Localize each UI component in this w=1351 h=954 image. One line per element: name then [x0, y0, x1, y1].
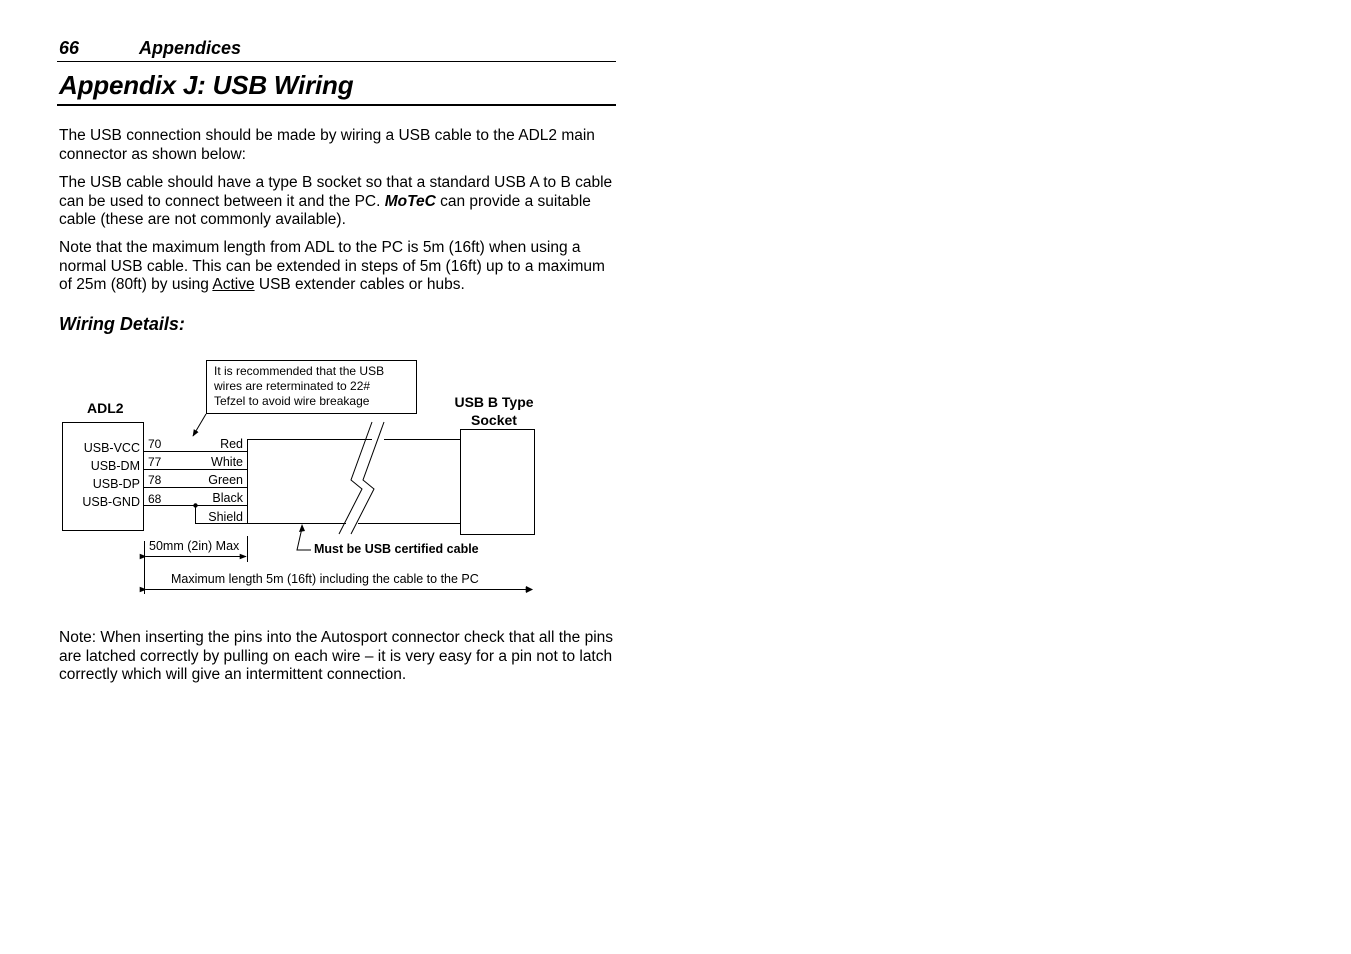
shield-junction-dot — [193, 503, 197, 507]
signal-usb-gnd: USB-GND — [82, 495, 140, 509]
wiring-details-heading: Wiring Details: — [59, 314, 185, 334]
dim-max-label: Maximum length 5m (16ft) including the cable to the PC — [171, 572, 479, 586]
paragraph-intro: The USB connection should be made by wiring a USB cable to the ADL2 main connector as shown below: — [59, 127, 595, 163]
pin-70: 70 — [148, 437, 162, 451]
certified-pointer — [297, 528, 311, 550]
signal-usb-dm: USB-DM — [90, 459, 140, 473]
pin-78: 78 — [148, 473, 162, 487]
usb-b-socket-box — [461, 430, 535, 535]
paragraph-length-text-b: USB extender cables or hubs. — [254, 276, 465, 294]
callout-arrow — [193, 414, 206, 436]
page-number: 66 — [59, 38, 80, 58]
paragraph-cable-text-b: can provide a suitable cable (these are not commonly available). — [59, 192, 591, 229]
wire-green-label: Green — [208, 473, 243, 487]
wire-shield-label: Shield — [208, 510, 243, 524]
section-title: Appendices — [139, 38, 242, 58]
pin-68: 68 — [148, 492, 162, 506]
callout-line-3: Tefzel to avoid wire breakage — [214, 394, 370, 408]
certified-cable-note: Must be USB certified cable — [314, 542, 479, 556]
paragraph-cable-text-a: The USB cable should have a type B socket so that a standard USB A to B cable can be used to connect between it and the PC. — [59, 174, 613, 210]
signal-usb-dp: USB-DP — [92, 477, 140, 491]
brand-name: MoTeC — [384, 192, 436, 210]
wire-black-label: Black — [212, 491, 243, 505]
certified-pointer-head — [299, 524, 305, 532]
active-underlined: Active — [212, 276, 255, 294]
usb-cable — [247, 422, 461, 534]
wire-white-label: White — [211, 455, 243, 469]
paragraph-length-text-a: Note that the maximum length from ADL to the PC is 5m (16ft) when using a normal USB cable. This can be extended in steps of 5m (16ft) up to a maximum of 25m (80ft) by using — [59, 239, 605, 294]
paragraph-pin-note: Note: When inserting the pins into the Autosport connector check that all the pins are latched correctly by pulling on each wire – it is very easy for a pin not to latch correctly which will give an intermittent connection. — [59, 629, 614, 684]
callout-line-2: wires are reterminated to 22# — [214, 379, 371, 393]
socket-label-line-1: USB B Type — [454, 394, 534, 410]
page-title: Appendix J: USB Wiring — [59, 70, 354, 100]
adl2-label: ADL2 — [87, 400, 124, 416]
dim-50mm-label: 50mm (2in) Max — [149, 539, 240, 553]
socket-label-line-2: Socket — [471, 412, 517, 428]
dim-max-double-arrowhead — [526, 586, 533, 593]
pin-77: 77 — [148, 455, 162, 469]
signal-usb-vcc: USB-VCC — [83, 441, 140, 455]
wire-red-label: Red — [220, 437, 243, 451]
callout-line-1: It is recommended that the USB — [214, 364, 385, 378]
